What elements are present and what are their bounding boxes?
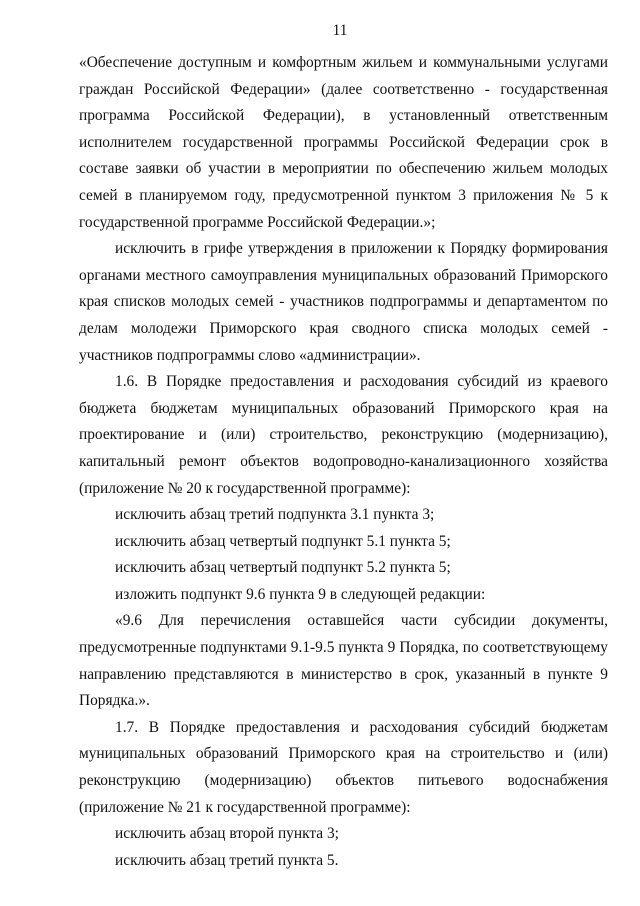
- paragraph-10: исключить абзац второй пункта 3;: [115, 825, 339, 843]
- paragraph-8: «9.6 Для перечисления оставшейся части субсидии документы, предусмотренные подпунктами 9.1-9.5 пункта 9 Порядка, по соответствующему направлению представляются в министерство в срок, указанный в пункте 9 Порядка.».: [79, 612, 608, 710]
- paragraph-9: 1.7. В Порядке предоставления и расходования субсидий бюджетам муниципальных образований Приморского края на строительство и (или) реконструкцию (модернизацию) объектов питьевого водоснабжения (приложение № 21 к государственной программе):: [79, 718, 608, 816]
- document-body: [79, 50, 608, 874]
- paragraph-5: исключить абзац четвертый подпункт 5.1 пункта 5;: [115, 532, 451, 550]
- paragraph-6: исключить абзац четвертый подпункт 5.2 пункта 5;: [115, 559, 451, 577]
- paragraph-7: изложить подпункт 9.6 пункта 9 в следующей редакции:: [115, 585, 486, 603]
- page-number: 11: [332, 22, 348, 39]
- paragraph-11: исключить абзац третий пункта 5.: [115, 851, 339, 869]
- paragraph-4: исключить абзац третий подпункта 3.1 пункта 3;: [115, 506, 435, 524]
- paragraph-2: исключить в грифе утверждения в приложении к Порядку формирования органами местного самоуправления муниципальных образований Приморского края списков молодых семей - участников подпрограммы и департаментом по делам молодежи Приморского края сводного списка молодых семей - участников подпрограммы слово «администрации».: [79, 240, 608, 364]
- paragraph-1: «Обеспечение доступным и комфортным жильем и коммунальными услугами граждан Российской Федерации» (далее соответственно - государственная программа Российской Федерации), в установленный ответственным исполнителем государственной программы Российской Федерации срок в составе заявки об участии в мероприятии по обеспечению жильем молодых семей в планируемом году, предусмотренной пунктом 3 приложения № 5 к государственной программе Российской Федерации.»;: [79, 54, 608, 231]
- paragraph-3: 1.6. В Порядке предоставления и расходования субсидий из краевого бюджета бюджетам муниципальных образований Приморского края на проектирование и (или) строительство, реконструкцию (модернизацию), капитальный ремонт объектов водопроводно-канализационного хозяйства (приложение № 20 к государственной программе):: [79, 373, 608, 497]
